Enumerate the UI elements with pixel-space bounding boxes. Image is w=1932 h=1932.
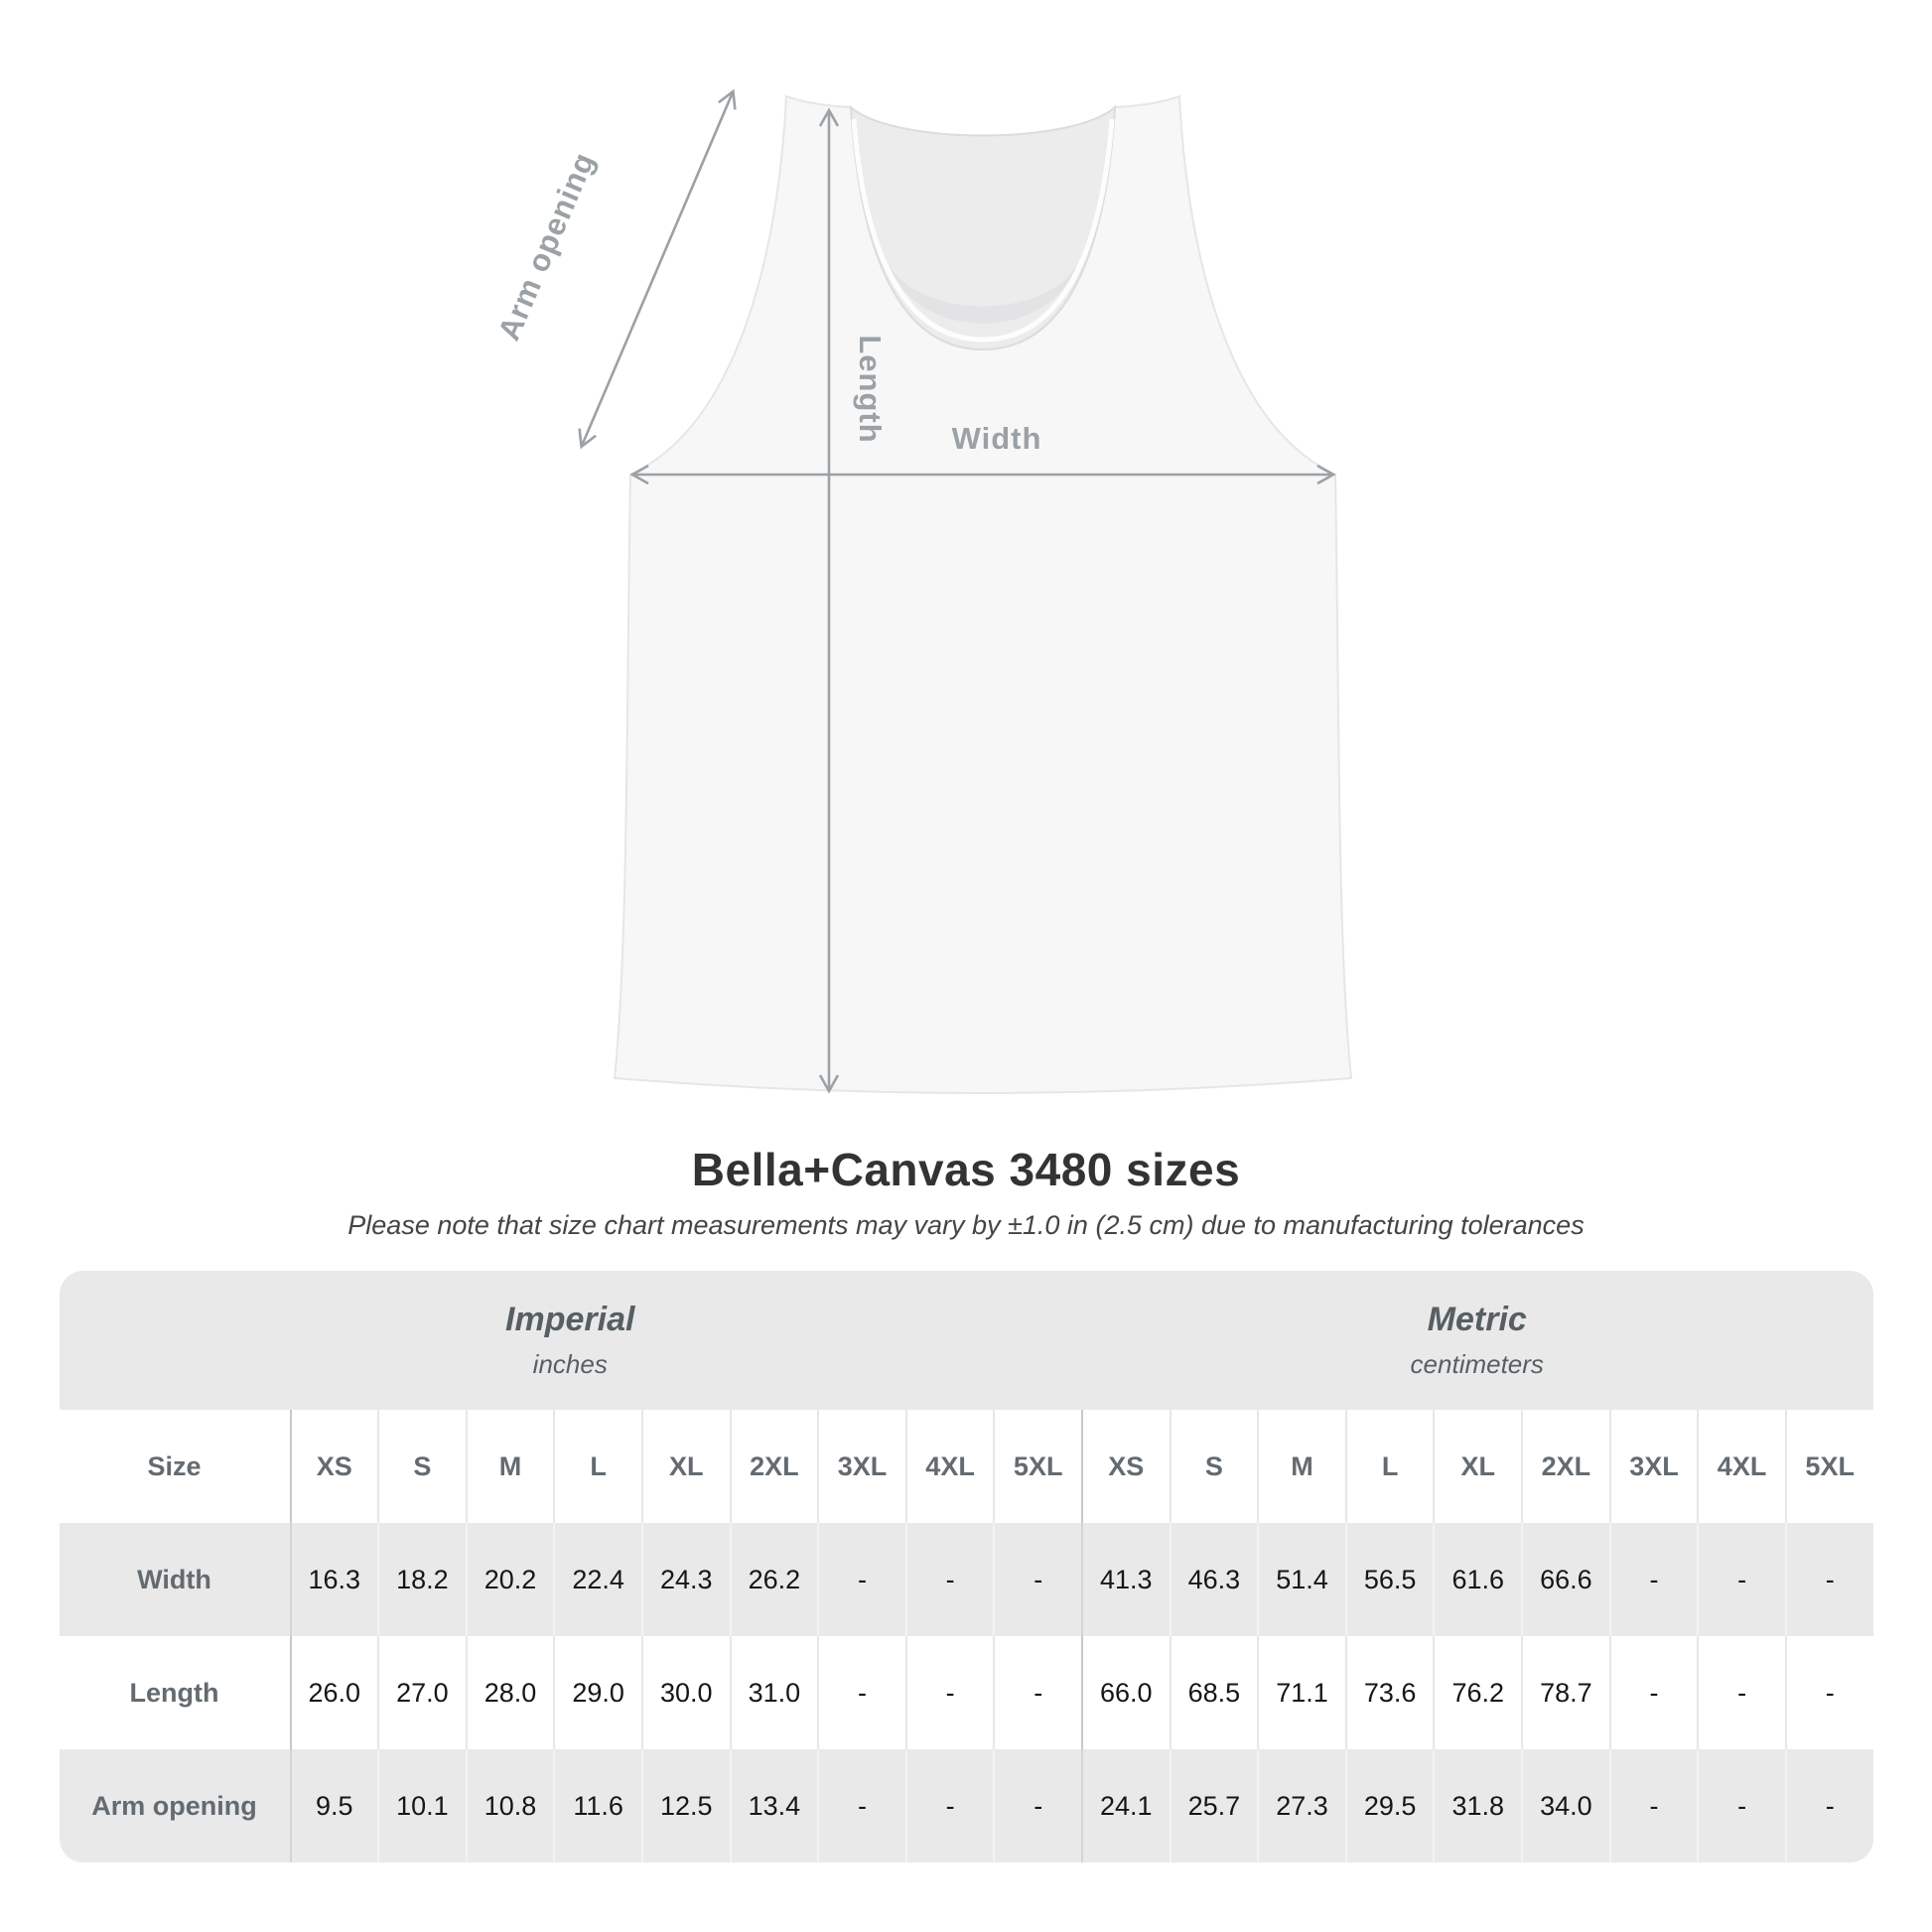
value-cell: - bbox=[993, 1749, 1081, 1863]
value-cell: - bbox=[993, 1523, 1081, 1636]
value-cell: 27.0 bbox=[377, 1636, 466, 1749]
value-cell: - bbox=[905, 1636, 994, 1749]
value-cell: 41.3 bbox=[1081, 1523, 1170, 1636]
size-col-imperial-s: S bbox=[377, 1410, 466, 1523]
value-cell: 73.6 bbox=[1345, 1636, 1434, 1749]
value-cell: - bbox=[905, 1523, 994, 1636]
value-cell: 66.0 bbox=[1081, 1636, 1170, 1749]
value-cell: - bbox=[1609, 1749, 1698, 1863]
size-table bbox=[60, 1271, 1873, 1863]
arm-opening-arrow bbox=[582, 92, 733, 446]
value-cell: - bbox=[1609, 1636, 1698, 1749]
value-cell: 31.0 bbox=[730, 1636, 818, 1749]
value-cell: 25.7 bbox=[1170, 1749, 1258, 1863]
arm-opening-label: Arm opening bbox=[490, 147, 602, 345]
tolerance-note: Please note that size chart measurements may vary by ±1.0 in (2.5 cm) due to manufacturing tolerances bbox=[347, 1210, 1585, 1240]
value-cell: 51.4 bbox=[1257, 1523, 1345, 1636]
value-cell: - bbox=[817, 1749, 905, 1863]
size-col-imperial-5xl: 5XL bbox=[993, 1410, 1081, 1523]
width-label: Width bbox=[951, 421, 1042, 456]
size-col-metric-5xl: 5XL bbox=[1785, 1410, 1873, 1523]
size-col-metric-4xl: 4XL bbox=[1697, 1410, 1785, 1523]
value-cell: 13.4 bbox=[730, 1749, 818, 1863]
value-cell: - bbox=[817, 1636, 905, 1749]
size-header-row bbox=[60, 1410, 1873, 1523]
metric-label: Metric bbox=[1427, 1301, 1527, 1338]
value-cell: 56.5 bbox=[1345, 1523, 1434, 1636]
size-col-metric-xs: XS bbox=[1081, 1410, 1170, 1523]
size-col-metric-l: L bbox=[1345, 1410, 1434, 1523]
value-cell: 18.2 bbox=[377, 1523, 466, 1636]
value-cell: 28.0 bbox=[466, 1636, 554, 1749]
value-cell: 12.5 bbox=[641, 1749, 730, 1863]
size-col-metric-xl: XL bbox=[1433, 1410, 1521, 1523]
value-cell: 61.6 bbox=[1433, 1523, 1521, 1636]
row-label: Width bbox=[137, 1564, 211, 1594]
value-cell: 16.3 bbox=[290, 1523, 378, 1636]
metric-sublabel: centimeters bbox=[1410, 1349, 1544, 1379]
value-cell: - bbox=[1609, 1523, 1698, 1636]
measurement-row bbox=[60, 1523, 1873, 1636]
value-cell: 31.8 bbox=[1433, 1749, 1521, 1863]
value-cell: 76.2 bbox=[1433, 1636, 1521, 1749]
size-col-imperial-xs: XS bbox=[290, 1410, 378, 1523]
size-col-metric-s: S bbox=[1170, 1410, 1258, 1523]
size-col-imperial-4xl: 4XL bbox=[905, 1410, 994, 1523]
row-label: Arm opening bbox=[91, 1790, 257, 1821]
value-cell: 20.2 bbox=[466, 1523, 554, 1636]
measurement-row bbox=[60, 1749, 1873, 1863]
value-cell: 46.3 bbox=[1170, 1523, 1258, 1636]
value-cell: 22.4 bbox=[553, 1523, 641, 1636]
value-cell: - bbox=[1697, 1749, 1785, 1863]
value-cell: 9.5 bbox=[290, 1749, 378, 1863]
value-cell: 24.3 bbox=[641, 1523, 730, 1636]
value-cell: 34.0 bbox=[1521, 1749, 1609, 1863]
value-cell: 26.2 bbox=[730, 1523, 818, 1636]
table-rows bbox=[60, 1410, 1873, 1863]
value-cell: 10.8 bbox=[466, 1749, 554, 1863]
imperial-sublabel: inches bbox=[532, 1349, 608, 1379]
value-cell: 24.1 bbox=[1081, 1749, 1170, 1863]
size-col-imperial-l: L bbox=[553, 1410, 641, 1523]
value-cell: - bbox=[1785, 1636, 1873, 1749]
value-cell: 66.6 bbox=[1521, 1523, 1609, 1636]
size-col-imperial-2xl: 2XL bbox=[730, 1410, 818, 1523]
value-cell: 27.3 bbox=[1257, 1749, 1345, 1863]
title-block bbox=[0, 1143, 1932, 1241]
size-column-header: Size bbox=[147, 1450, 202, 1481]
value-cell: - bbox=[817, 1523, 905, 1636]
value-cell: - bbox=[1697, 1523, 1785, 1636]
value-cell: - bbox=[905, 1749, 994, 1863]
length-label: Length bbox=[853, 335, 888, 444]
unit-header-band bbox=[60, 1271, 1873, 1410]
value-cell: - bbox=[993, 1636, 1081, 1749]
size-col-metric-3xl: 3XL bbox=[1609, 1410, 1698, 1523]
value-cell: 10.1 bbox=[377, 1749, 466, 1863]
row-label: Length bbox=[129, 1677, 219, 1708]
metric-unit-header bbox=[1081, 1271, 1873, 1410]
imperial-label: Imperial bbox=[505, 1301, 635, 1338]
imperial-unit-header bbox=[60, 1271, 1082, 1410]
value-cell: 30.0 bbox=[641, 1636, 730, 1749]
value-cell: 71.1 bbox=[1257, 1636, 1345, 1749]
value-cell: 11.6 bbox=[553, 1749, 641, 1863]
value-cell: 68.5 bbox=[1170, 1636, 1258, 1749]
size-col-imperial-m: M bbox=[466, 1410, 554, 1523]
value-cell: 29.5 bbox=[1345, 1749, 1434, 1863]
value-cell: 78.7 bbox=[1521, 1636, 1609, 1749]
size-col-imperial-3xl: 3XL bbox=[817, 1410, 905, 1523]
size-col-metric-2xl: 2XL bbox=[1521, 1410, 1609, 1523]
value-cell: 26.0 bbox=[290, 1636, 378, 1749]
page-title: Bella+Canvas 3480 sizes bbox=[691, 1144, 1241, 1195]
value-cell: - bbox=[1785, 1523, 1873, 1636]
size-col-metric-m: M bbox=[1257, 1410, 1345, 1523]
value-cell: - bbox=[1785, 1749, 1873, 1863]
measurement-row bbox=[60, 1636, 1873, 1749]
value-cell: 29.0 bbox=[553, 1636, 641, 1749]
value-cell: - bbox=[1697, 1636, 1785, 1749]
size-col-imperial-xl: XL bbox=[641, 1410, 730, 1523]
